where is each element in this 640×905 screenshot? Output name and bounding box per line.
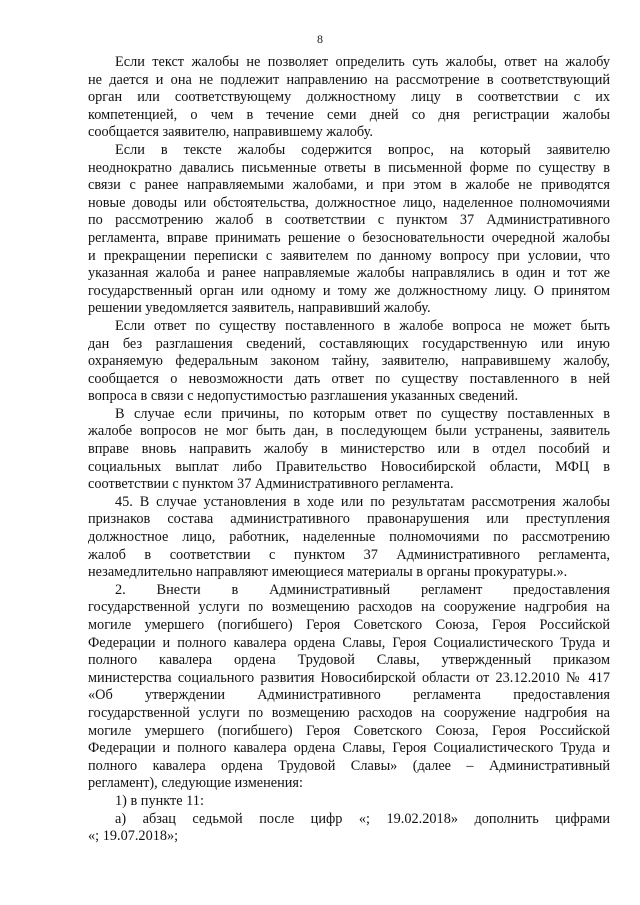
document-body — [88, 54, 610, 846]
text-line: а) абзац седьмой после цифр «; 19.02.2018» дополнить цифрами — [115, 810, 610, 827]
text-line: сообщается о невозможности дать ответ по существу поставленного в ней — [88, 370, 610, 387]
text-line: «Об утверждении Административного регламента предоставления — [88, 687, 610, 704]
text-line: Если в тексте жалобы содержится вопрос, на который заявителю — [115, 141, 610, 158]
text-line: охраняемую федеральным законом тайну, заявителю, направившему жалобу, — [88, 353, 610, 370]
text-line: жалоб в соответствии с пунктом 37 Административного регламента, — [88, 546, 610, 563]
text-line: регламента, вправе принимать решение о безосновательности очередной жалобы — [88, 229, 610, 246]
text-line: решении уведомляется заявитель, направивший жалобу. — [88, 300, 431, 317]
text-line: вопроса в связи с недопустимостью разглашения указанных сведений. — [88, 388, 519, 405]
text-line: вправе вновь направить жалобу в министерство или в отдел пособий и — [88, 441, 610, 458]
text-line: орган или соответствующему должностному лицу в соответствии с их — [88, 89, 610, 106]
text-line: могиле умершего (погибшего) Героя Советского Союза, Героя Российской — [88, 722, 610, 739]
text-line: соответствии с пунктом 37 Административного регламента. — [88, 476, 454, 493]
text-line: 1) в пункте 11: — [115, 792, 204, 809]
text-line: неоднократно давались письменные ответы в письменной форме по существу в — [88, 159, 610, 176]
text-line: Федерации и полного кавалера ордена Славы, Героя Социалистического Труда и — [88, 634, 610, 651]
text-line: государственной услуги по возмещению расходов на сооружение надгробия на — [88, 704, 610, 721]
page-number: 8 — [317, 32, 323, 46]
text-line: государственный орган или одному и тому же должностному лицу. О принятом — [88, 282, 610, 299]
text-line: регламент), следующие изменения: — [88, 775, 303, 792]
text-line: Если текст жалобы не позволяет определить суть жалобы, ответ на жалобу — [115, 54, 610, 70]
text-line: не дается и она не подлежит направлению на рассмотрение в соответствующий — [88, 71, 610, 88]
text-line: и прекращении переписки с заявителем по данному вопросу при условии, что — [88, 247, 610, 264]
text-line: Федерации и полного кавалера ордена Славы, Героя Социалистического Труда и — [88, 740, 610, 757]
text-line: сообщается заявителю, направившему жалобу. — [88, 124, 373, 141]
text-line: связи с ранее направляемыми жалобами, и при этом в жалобе не приводятся — [88, 177, 610, 194]
text-line: государственной услуги по возмещению расходов на сооружение надгробия на — [88, 599, 610, 616]
text-line: дан без разглашения сведений, составляющих государственную или иную — [88, 335, 610, 352]
text-line: могиле умершего (погибшего) Героя Советского Союза, Героя Российской — [88, 617, 610, 633]
text-line: 45. В случае установления в ходе или по результатам рассмотрения жалобы — [115, 493, 610, 510]
text-line: компетенцией, о чем в течение семи дней со дня регистрации жалобы — [88, 106, 610, 123]
text-line: министерства социального развития Новосибирской области от 23.12.2010 № 417 — [88, 669, 610, 686]
text-line: полного кавалера ордена Трудовой Славы, утвержденный приказом — [88, 652, 610, 669]
text-line: «; 19.07.2018»; — [88, 828, 179, 845]
text-line: незамедлительно направляют имеющиеся материалы в органы прокуратуры.». — [88, 564, 568, 581]
text-line: В случае если причины, по которым ответ по существу поставленных в — [115, 405, 610, 422]
text-line: социальных выплат либо Правительство Новосибирской области, МФЦ в — [88, 458, 610, 475]
text-line: новые доводы или обстоятельства, должностное лицо, наделенное полномочиями — [88, 194, 610, 211]
text-line: указанная жалоба и ранее направляемые жалобы направлялись в один и тот же — [88, 265, 610, 282]
text-line: признаков состава административного правонарушения или преступления — [88, 511, 610, 528]
text-line: полного кавалера ордена Трудовой Славы» (далее – Административный — [88, 757, 610, 774]
text-line: должностное лицо, работник, наделенные полномочиями по рассмотрению — [88, 529, 610, 546]
text-line: по рассмотрению жалоб в соответствии с пунктом 37 Административного — [88, 212, 610, 229]
text-line: Если ответ по существу поставленного в жалобе вопроса не может быть — [115, 317, 610, 334]
text-line: 2. Внести в Административный регламент предоставления — [115, 581, 610, 598]
text-line: жалобе вопросов не мог быть дан, в последующем были устранены, заявитель — [88, 423, 610, 440]
